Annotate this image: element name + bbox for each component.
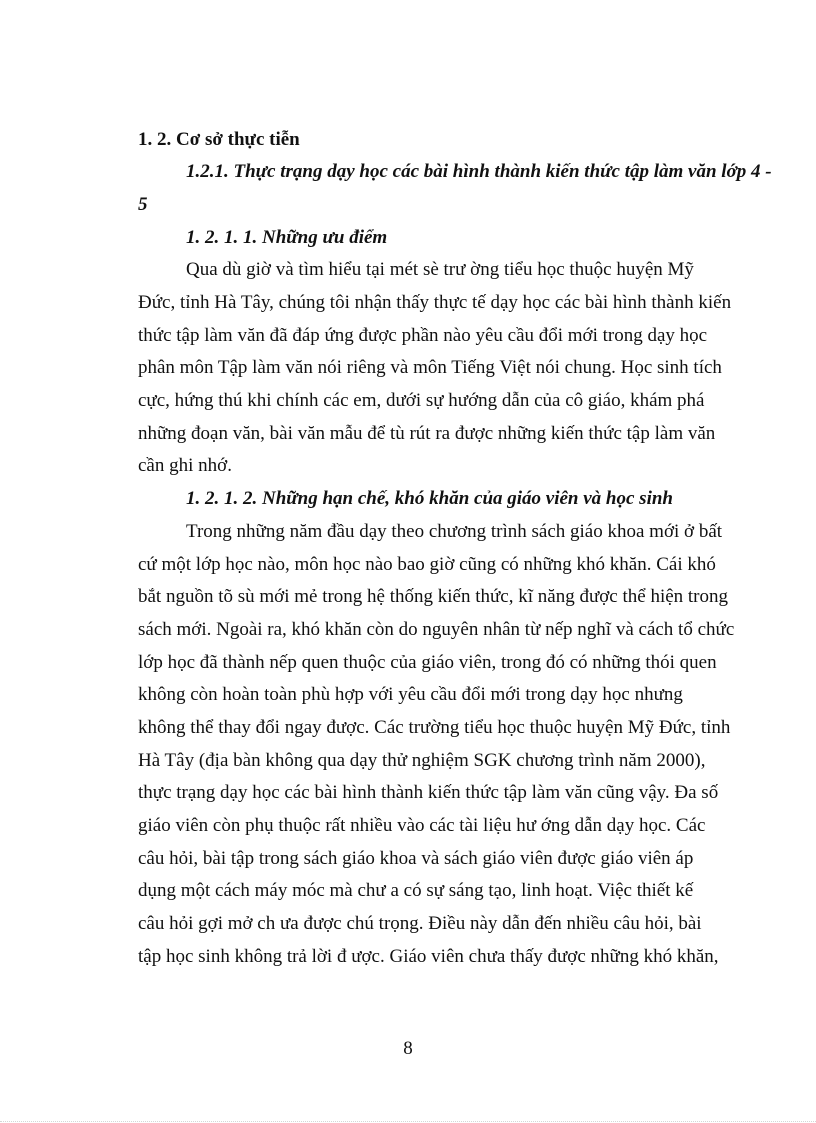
advantages-line: phân môn Tập làm văn nói riêng và môn Tiếng Việt nói chung. Học sinh tích	[138, 357, 722, 378]
limitations-line: Hà Tây (địa bàn không qua dạy thử nghiệm SGK chương trình năm 2000),	[138, 750, 706, 771]
limitations-line: sách mới. Ngoài ra, khó khăn còn do nguyên nhân từ nếp nghĩ và cách tổ chức	[138, 619, 735, 640]
limitations-line: Trong những năm đầu dạy theo chương trình sách giáo khoa mới ở bất	[186, 521, 723, 542]
limitations-line: tập học sinh không trả lời đ ược. Giáo viên chưa thấy được những khó khăn,	[138, 946, 719, 967]
limitations-line: dụng một cách máy móc mà chư a có sự sáng tạo, linh hoạt. Việc thiết kế	[138, 880, 694, 901]
limitations-line: giáo viên còn phụ thuộc rất nhiều vào các tài liệu hư ớng dẫn dạy học. Các	[138, 815, 706, 836]
limitations-heading: 1. 2. 1. 2. Những hạn chế, khó khăn của giáo viên và học sinh	[186, 488, 673, 509]
subsection-heading-line-2: 5	[138, 194, 148, 215]
limitations-line: không thể thay đổi ngay được. Các trường tiểu học thuộc huyện Mỹ Đức, tỉnh	[138, 717, 731, 738]
advantages-line: cực, hứng thú khi chính các em, dưới sự hướng dẫn của cô giáo, khám phá	[138, 390, 705, 411]
page-bottom-rule	[0, 1121, 816, 1122]
section-heading: 1. 2. Cơ sở thực tiễn	[138, 129, 300, 150]
advantages-line: những đoạn văn, bài văn mẫu để tù rút ra được những kiến thức tập làm văn	[138, 423, 716, 444]
limitations-line: câu hỏi gợi mở ch ưa được chú trọng. Điều này dẫn đến nhiều câu hỏi, bài	[138, 913, 702, 934]
limitations-line: cứ một lớp học nào, môn học nào bao giờ cũng có những khó khăn. Cái khó	[138, 554, 716, 575]
page-number: 8	[403, 1038, 413, 1059]
advantages-line: thức tập làm văn đã đáp ứng được phần nào yêu cầu đổi mới trong dạy học	[138, 325, 708, 346]
limitations-line: câu hỏi, bài tập trong sách giáo khoa và sách giáo viên được giáo viên áp	[138, 848, 694, 869]
advantages-line: Đức, tỉnh Hà Tây, chúng tôi nhận thấy thực tế dạy học các bài hình thành kiến	[138, 292, 732, 313]
limitations-line: thực trạng dạy học các bài hình thành kiến thức tập làm văn cũng vậy. Đa số	[138, 782, 719, 803]
limitations-line: bắt nguồn tõ sù mới mẻ trong hệ thống kiến thức, kĩ năng được thể hiện trong	[138, 586, 729, 607]
limitations-line: không còn hoàn toàn phù hợp với yêu cầu đổi mới trong dạy học nhưng	[138, 684, 683, 705]
advantages-line: cần ghi nhớ.	[138, 455, 232, 476]
subsection-heading-line-1: 1.2.1. Thực trạng dạy học các bài hình thành kiến thức tập làm văn lớp 4 -	[186, 161, 772, 182]
advantages-line: Qua dù giờ và tìm hiểu tại mét sè trư ờng tiểu học thuộc huyện Mỹ	[186, 259, 694, 280]
advantages-heading: 1. 2. 1. 1. Những ưu điểm	[186, 227, 388, 248]
limitations-line: lớp học đã thành nếp quen thuộc của giáo viên, trong đó có những thói quen	[138, 652, 717, 673]
